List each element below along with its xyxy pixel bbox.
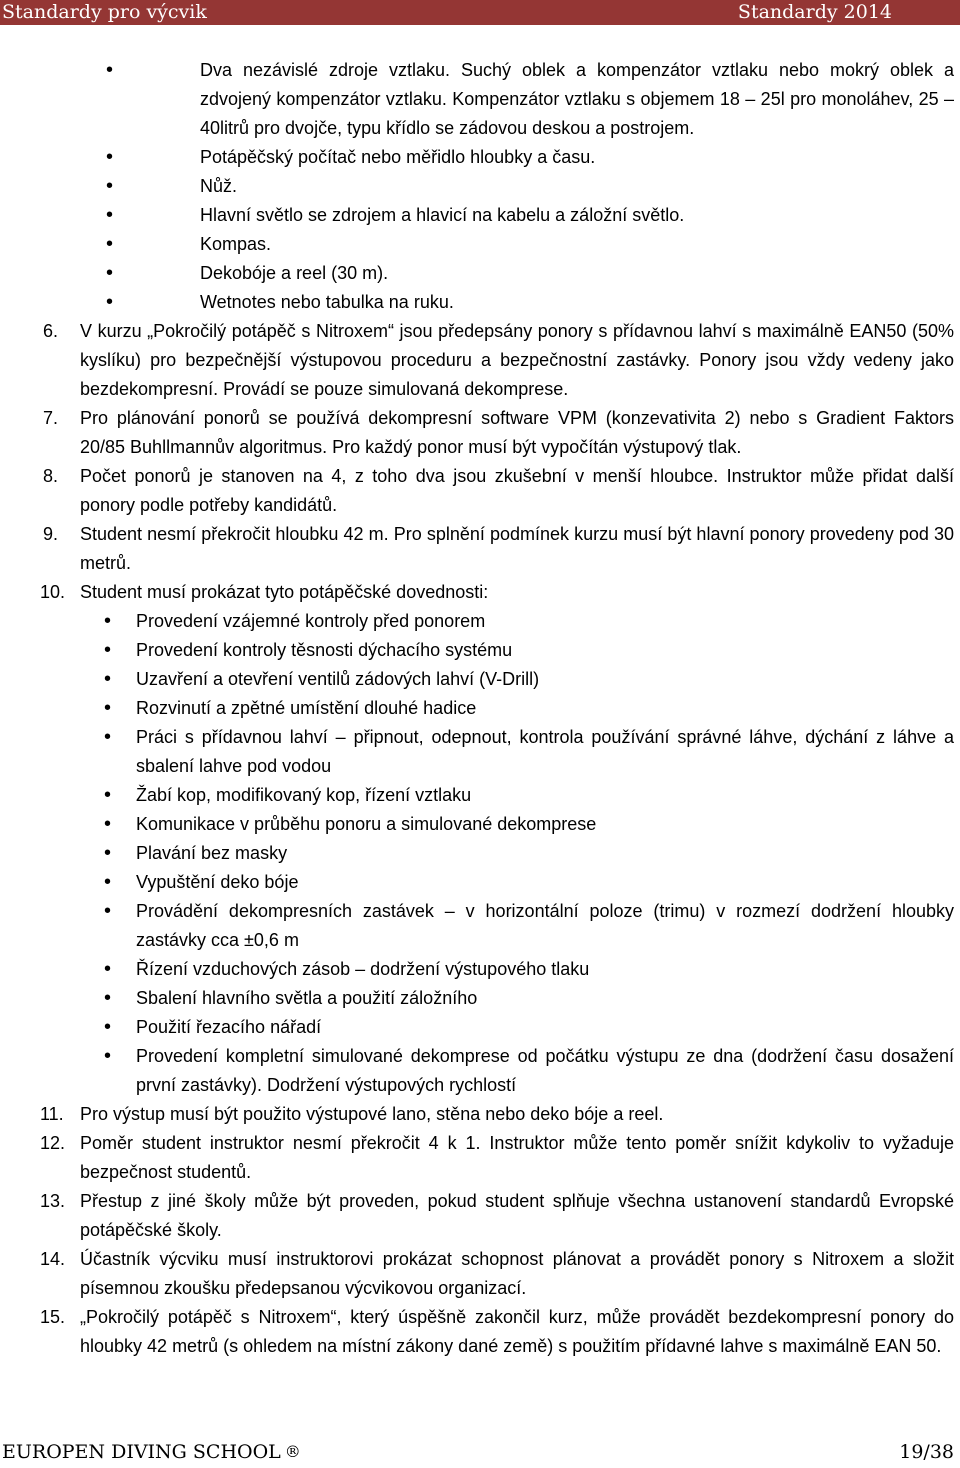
item-text: Student nesmí překročit hloubku 42 m. Pro splnění podmínek kurzu musí být hlavní ponory provedeny pod 30 metrů.: [80, 524, 954, 573]
item-number: 11.: [40, 1104, 64, 1124]
numbered-item: [0, 578, 960, 607]
item-number: 8.: [43, 466, 59, 486]
skill-item: • Použití řezacího nářadí: [0, 1013, 960, 1042]
item-number: 12.: [40, 1133, 66, 1153]
equipment-item: • Nůž.: [0, 172, 960, 201]
item-number: 9.: [43, 524, 59, 544]
item-number: 10.: [40, 582, 66, 602]
document-body: [0, 56, 960, 1361]
item-text: Pro výstup musí být použito výstupové lano, stěna nebo deko bóje a reel.: [80, 1104, 664, 1124]
skill-item: • Sbalení hlavního světla a použití záložního: [0, 984, 960, 1013]
skill-item: • Provedení vzájemné kontroly před ponorem: [0, 607, 960, 636]
skill-item: • Provedení kompletní simulované dekomprese od počátku výstupu ze dna (dodržení času dosažení první zastávky). Dodržení výstupových rychlostí: [0, 1042, 960, 1100]
equipment-item: • Kompas.: [0, 230, 960, 259]
numbered-item: [0, 462, 960, 520]
item-text: Počet ponorů je stanoven na 4, z toho dva jsou zkušební v menší hloubce. Instruktor může přidat další ponory podle potřeby kandidátů.: [80, 466, 954, 515]
item-text: V kurzu „Pokročilý potápěč s Nitroxem“ jsou předepsány ponory s přídavnou lahví s maximálně EAN50 (50% kyslíku) pro bezpečnější výstupovou proceduru a bezpečnostní zastávky. Ponory jsou vždy vedeny jako bezdekompresní. Provádí se pouze simulovaná dekomprese.: [80, 321, 954, 399]
item-text: Účastník výcviku musí instruktorovi prokázat schopnost plánovat a provádět ponory s Nitroxem a složit písemnou zkoušku předepsanou výcvikovou organizací.: [80, 1249, 954, 1298]
page-number: 19/38: [899, 1441, 954, 1463]
numbered-list-continued: [0, 1100, 960, 1361]
item-text: „Pokročilý potápěč s Nitroxem“, který úspěšně zakončil kurz, může provádět bezdekompresní ponory do hloubky 42 metrů (s ohledem na místní zákony dané země) s použitím přídavné lahve s maximálně EAN 50.: [80, 1307, 954, 1356]
item-text: Pro plánování ponorů se používá dekompresní software VPM (konzevativita 2) nebo s Gradient Faktors 20/85 Buhllmannův algoritmus. Pro každý ponor musí být vypočítán výstupový tlak.: [80, 408, 954, 457]
equipment-item: • Potápěčský počítač nebo měřidlo hloubky a času.: [0, 143, 960, 172]
equipment-item: • Dva nezávislé zdroje vztlaku. Suchý oblek a kompenzátor vztlaku nebo mokrý oblek a zdvojený kompenzátor vztlaku. Kompenzátor vztlaku s objemem 18 – 25l pro monoláhev, 25 – 40litrů pro dvojče, typu křídlo se zádovou deskou a postrojem.: [0, 56, 960, 143]
skill-item: • Žabí kop, modifikovaný kop, řízení vztlaku: [0, 781, 960, 810]
page-header: [0, 0, 960, 25]
item-number: 14.: [40, 1249, 66, 1269]
equipment-list: [0, 56, 960, 317]
item-number: 6.: [43, 321, 59, 341]
numbered-item: [0, 317, 960, 404]
skill-item: • Řízení vzduchových zásob – dodržení výstupového tlaku: [0, 955, 960, 984]
equipment-item: • Hlavní světlo se zdrojem a hlavicí na kabelu a záložní světlo.: [0, 201, 960, 230]
page-footer: [2, 1438, 954, 1466]
item-number: 13.: [40, 1191, 66, 1211]
skill-item: • Vypuštění deko bóje: [0, 868, 960, 897]
numbered-item: [0, 1129, 960, 1187]
skills-list: [0, 607, 960, 1100]
numbered-item: [0, 1187, 960, 1245]
numbered-list: [0, 317, 960, 607]
header-right-title: Standardy 2014: [737, 1, 892, 23]
footer-organization: [2, 1438, 301, 1466]
organization-name: EUROPEN DIVING SCHOOL: [2, 1441, 281, 1463]
skill-item: • Provádění dekompresních zastávek – v horizontální poloze (trimu) v rozmezí dodržení hloubky zastávky cca ±0,6 m: [0, 897, 960, 955]
skill-item: • Uzavření a otevření ventilů zádových lahví (V-Drill): [0, 665, 960, 694]
header-left-title: Standardy pro výcvik: [2, 1, 207, 23]
item-text: Poměr student instruktor nesmí překročit 4 k 1. Instruktor může tento poměr snížit kdykoliv to vyžaduje bezpečnost studentů.: [80, 1133, 954, 1182]
skill-item: • Plavání bez masky: [0, 839, 960, 868]
skill-item: • Práci s přídavnou lahví – připnout, odepnout, kontrola používání správné láhve, dýchání z láhve a sbalení lahve pod vodou: [0, 723, 960, 781]
skill-item: • Komunikace v průběhu ponoru a simulované dekomprese: [0, 810, 960, 839]
numbered-item: [0, 404, 960, 462]
equipment-item: • Wetnotes nebo tabulka na ruku.: [0, 288, 960, 317]
item-number: 7.: [43, 408, 59, 428]
numbered-item: [0, 1100, 960, 1129]
item-text: Přestup z jiné školy může být proveden, pokud student splňuje všechna ustanovení standardů Evropské potápěčské školy.: [80, 1191, 954, 1240]
numbered-item: [0, 1245, 960, 1303]
skill-item: • Provedení kontroly těsnosti dýchacího systému: [0, 636, 960, 665]
numbered-item: [0, 520, 960, 578]
skill-item: • Rozvinutí a zpětné umístění dlouhé hadice: [0, 694, 960, 723]
item-number: 15.: [40, 1307, 66, 1327]
equipment-item: • Dekobóje a reel (30 m).: [0, 259, 960, 288]
item-text: Student musí prokázat tyto potápěčské dovednosti:: [80, 582, 489, 602]
registered-mark-icon: ®: [284, 1442, 301, 1461]
numbered-item: [0, 1303, 960, 1361]
